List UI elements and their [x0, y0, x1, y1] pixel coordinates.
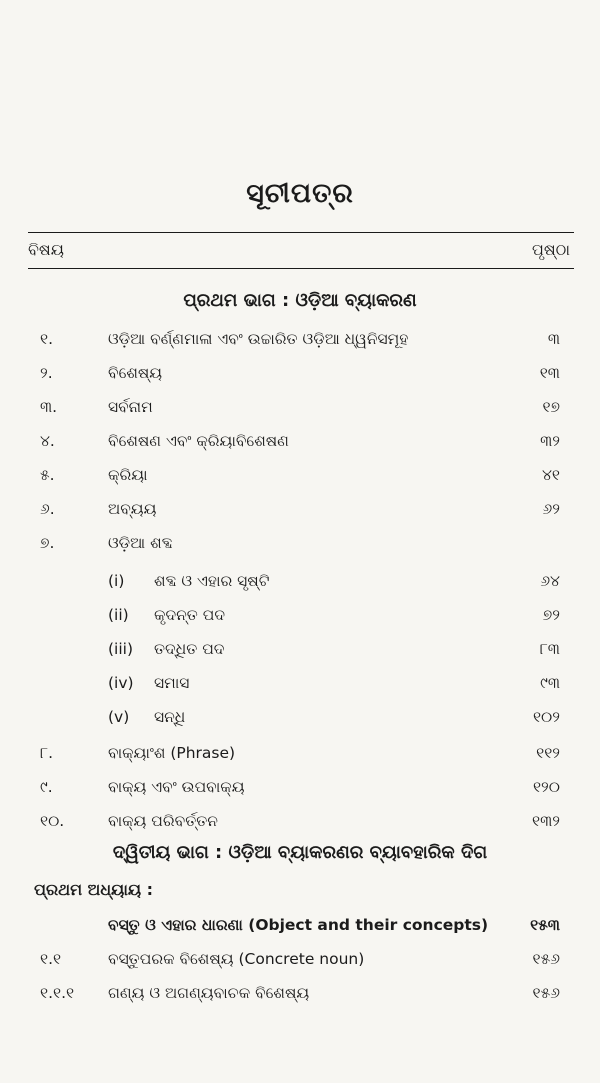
row-page: ୩ — [547, 330, 560, 348]
chapter1-label: ପ୍ରଥମ ଅଧ୍ୟାୟ : — [34, 880, 154, 899]
row-title: ଓଡ଼ିଆ ଶବ୍ଦ — [108, 534, 173, 552]
subrow-page: ୮୩ — [539, 640, 560, 658]
toc-subrow — [0, 634, 600, 668]
row-title: ବିଶେଷଣ ଏବଂ କ୍ରିୟାବିଶେଷଣ — [108, 432, 289, 450]
subrow-roman: (ii) — [108, 606, 129, 624]
subrow-roman: (iv) — [108, 674, 134, 692]
row-page: ୧୫୬ — [532, 950, 560, 968]
row-page: ୬୨ — [542, 500, 560, 518]
row-number: ୯. — [40, 778, 53, 796]
row-title: ବିଶେଷ୍ୟ — [108, 364, 163, 382]
toc-row — [0, 944, 600, 978]
subrow-roman: (v) — [108, 708, 130, 726]
toc-row — [0, 806, 600, 840]
toc-subrow — [0, 668, 600, 702]
row-number: ୪. — [40, 432, 55, 450]
row-number: ୩. — [40, 398, 58, 416]
row-number: ୮. — [40, 744, 54, 762]
row-number: ୭. — [40, 534, 55, 552]
subrow-title: ସମାସ — [154, 674, 190, 692]
page-title: ସୂଚୀପତ୍ର — [246, 178, 354, 209]
subrow-page: ୯୩ — [540, 674, 560, 692]
row-page: ୧୧୨ — [536, 744, 560, 762]
header-page: ପୃଷ୍ଠା — [531, 240, 570, 259]
row-number: ୧.୧ — [40, 950, 62, 968]
row-title: ବସ୍ତୁପରକ ବିଶେଷ୍ୟ (Concrete noun) — [108, 950, 365, 968]
subrow-title: ଶବ୍ଦ ଓ ଏହାର ସୃଷ୍ଟି — [154, 572, 270, 590]
row-title: ବାକ୍ୟ ପରିବର୍ତ୍ତନ — [108, 812, 218, 830]
subrow-roman: (iii) — [108, 640, 134, 658]
part1-title: ପ୍ରଥମ ଭାଗ : ଓଡ଼ିଆ ବ୍ୟାକରଣ — [183, 290, 417, 311]
toc-subrow — [0, 600, 600, 634]
subrow-page: ୬୪ — [540, 572, 560, 590]
toc-row — [0, 494, 600, 528]
row-title: ବସ୍ତୁ ଓ ଏହାର ଧାରଣା (Object and their concepts) — [108, 916, 489, 934]
toc-row — [0, 528, 600, 562]
header-subject: ବିଷୟ — [28, 240, 64, 259]
toc-row — [0, 426, 600, 460]
toc-row — [0, 392, 600, 426]
subrow-roman: (i) — [108, 572, 125, 590]
subrow-page: ୧୦୨ — [532, 708, 560, 726]
toc-row — [0, 460, 600, 494]
toc-row — [0, 772, 600, 806]
row-title: ସର୍ବନାମ — [108, 398, 153, 416]
row-page: ୧୨୦ — [532, 778, 560, 796]
subrow-title: କୃଦନ୍ତ ପଦ — [154, 606, 226, 624]
row-page: ୧୭ — [542, 398, 560, 416]
row-page: ୧୫୬ — [532, 984, 560, 1002]
row-title: କ୍ରିୟା — [108, 466, 148, 484]
header-rule-top — [28, 232, 574, 233]
toc-row — [0, 358, 600, 392]
row-page: ୪୧ — [541, 466, 560, 484]
row-title: ବାକ୍ୟ ଏବଂ ଉପବାକ୍ୟ — [108, 778, 245, 796]
toc-row — [0, 978, 600, 1012]
row-page: ୧୩ — [539, 364, 560, 382]
toc-row — [0, 738, 600, 772]
row-number: ୬. — [40, 500, 55, 518]
subrow-page: ୭୨ — [542, 606, 560, 624]
row-number: ୫. — [40, 466, 55, 484]
toc-subrow — [0, 566, 600, 600]
row-number: ୧. — [40, 330, 54, 348]
toc-row — [0, 324, 600, 358]
row-title: ଓଡ଼ିଆ ବର୍ଣ୍ଣମାଳା ଏବଂ ଉଚ୍ଚାରିତ ଓଡ଼ିଆ ଧ୍ୱନିସମୂହ — [108, 330, 409, 348]
subrow-title: ସନ୍ଧି — [154, 708, 186, 726]
row-number: ୧.୧.୧ — [40, 984, 75, 1002]
row-title: ଅବ୍ୟୟ — [108, 500, 157, 518]
subrow-title: ତଦ୍ଧିତ ପଦ — [154, 640, 225, 658]
row-page: ୩୨ — [540, 432, 560, 450]
toc-row — [0, 910, 600, 944]
row-page: ୧୫୩ — [530, 916, 560, 934]
part2-title: ଦ୍ୱିତୀୟ ଭାଗ : ଓଡ଼ିଆ ବ୍ୟାକରଣର ବ୍ୟାବହାରିକ ଦିଗ — [112, 842, 488, 863]
row-title: ଗଣ୍ୟ ଓ ଅଗଣ୍ୟବାଚକ ବିଶେଷ୍ୟ — [108, 984, 310, 1002]
row-page: ୧୩୨ — [532, 812, 560, 830]
toc-subrow — [0, 702, 600, 736]
row-number: ୧୦. — [40, 812, 65, 830]
header-rule-bottom — [28, 268, 574, 269]
row-number: ୨. — [40, 364, 53, 382]
row-title: ବାକ୍ୟାଂଶ (Phrase) — [108, 744, 236, 762]
